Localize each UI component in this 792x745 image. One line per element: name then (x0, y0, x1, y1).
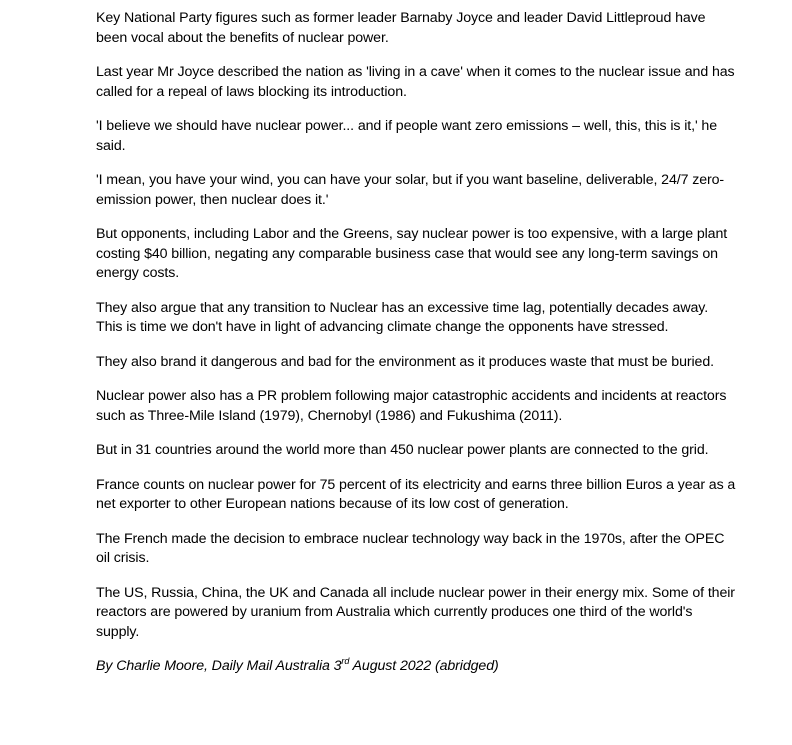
byline (96, 657, 736, 677)
paragraph-france: France counts on nuclear power for 75 percent of its electricity and earns three billion Euros a year as a net exporter to other European nations because of its low cost of generation. (96, 476, 736, 512)
paragraph-accidents: Nuclear power also has a PR problem following major catastrophic accidents and incidents at reactors such as Three-Mile Island (1979), Chernobyl (1986) and Fukushima (2011). (96, 388, 727, 424)
article-body (96, 9, 736, 677)
paragraph-living-in-cave: Last year Mr Joyce described the nation as 'living in a cave' when it comes to the nuclear issue and has called for a repeal of laws blocking its introduction. (96, 64, 735, 100)
paragraph-31-countries: But in 31 countries around the world more than 450 nuclear power plants are connected to the grid. (96, 442, 709, 458)
paragraph-quote-zero-emissions: 'I believe we should have nuclear power... and if people want zero emissions – well, this, this is it,' he said. (96, 118, 717, 154)
paragraph-french-1970s: The French made the decision to embrace nuclear technology way back in the 1970s, after the OPEC oil crisis. (96, 530, 725, 566)
byline-prefix: By Charlie Moore, Daily Mail Australia 3 (96, 658, 342, 674)
paragraph-energy-mix: The US, Russia, China, the UK and Canada all include nuclear power in their energy mix. Some of their reactors are powered by uranium from Australia which currently produces one third of the world's supply. (96, 584, 735, 640)
paragraph-joyce-littleproud: Key National Party figures such as former leader Barnaby Joyce and leader David Littleproud have been vocal about the benefits of nuclear power. (96, 10, 706, 46)
paragraph-opponents-cost: But opponents, including Labor and the Greens, say nuclear power is too expensive, with a large plant costing $40 billion, negating any comparable business case that would see any long-term savings on energy costs. (96, 226, 728, 281)
paragraph-time-lag: They also argue that any transition to Nuclear has an excessive time lag, potentially decades away. This is time we don't have in light of advancing climate change the opponents have stressed. (96, 299, 709, 335)
byline-suffix: August 2022 (abridged) (349, 658, 499, 674)
paragraph-waste: They also brand it dangerous and bad for the environment as it produces waste that must be buried. (96, 353, 714, 370)
paragraph-quote-baseline-power: 'I mean, you have your wind, you can have your solar, but if you want baseline, deliverable, 24/7 zero-emission power, then nuclear does it.' (96, 172, 725, 208)
byline-superscript: rd (341, 656, 350, 666)
